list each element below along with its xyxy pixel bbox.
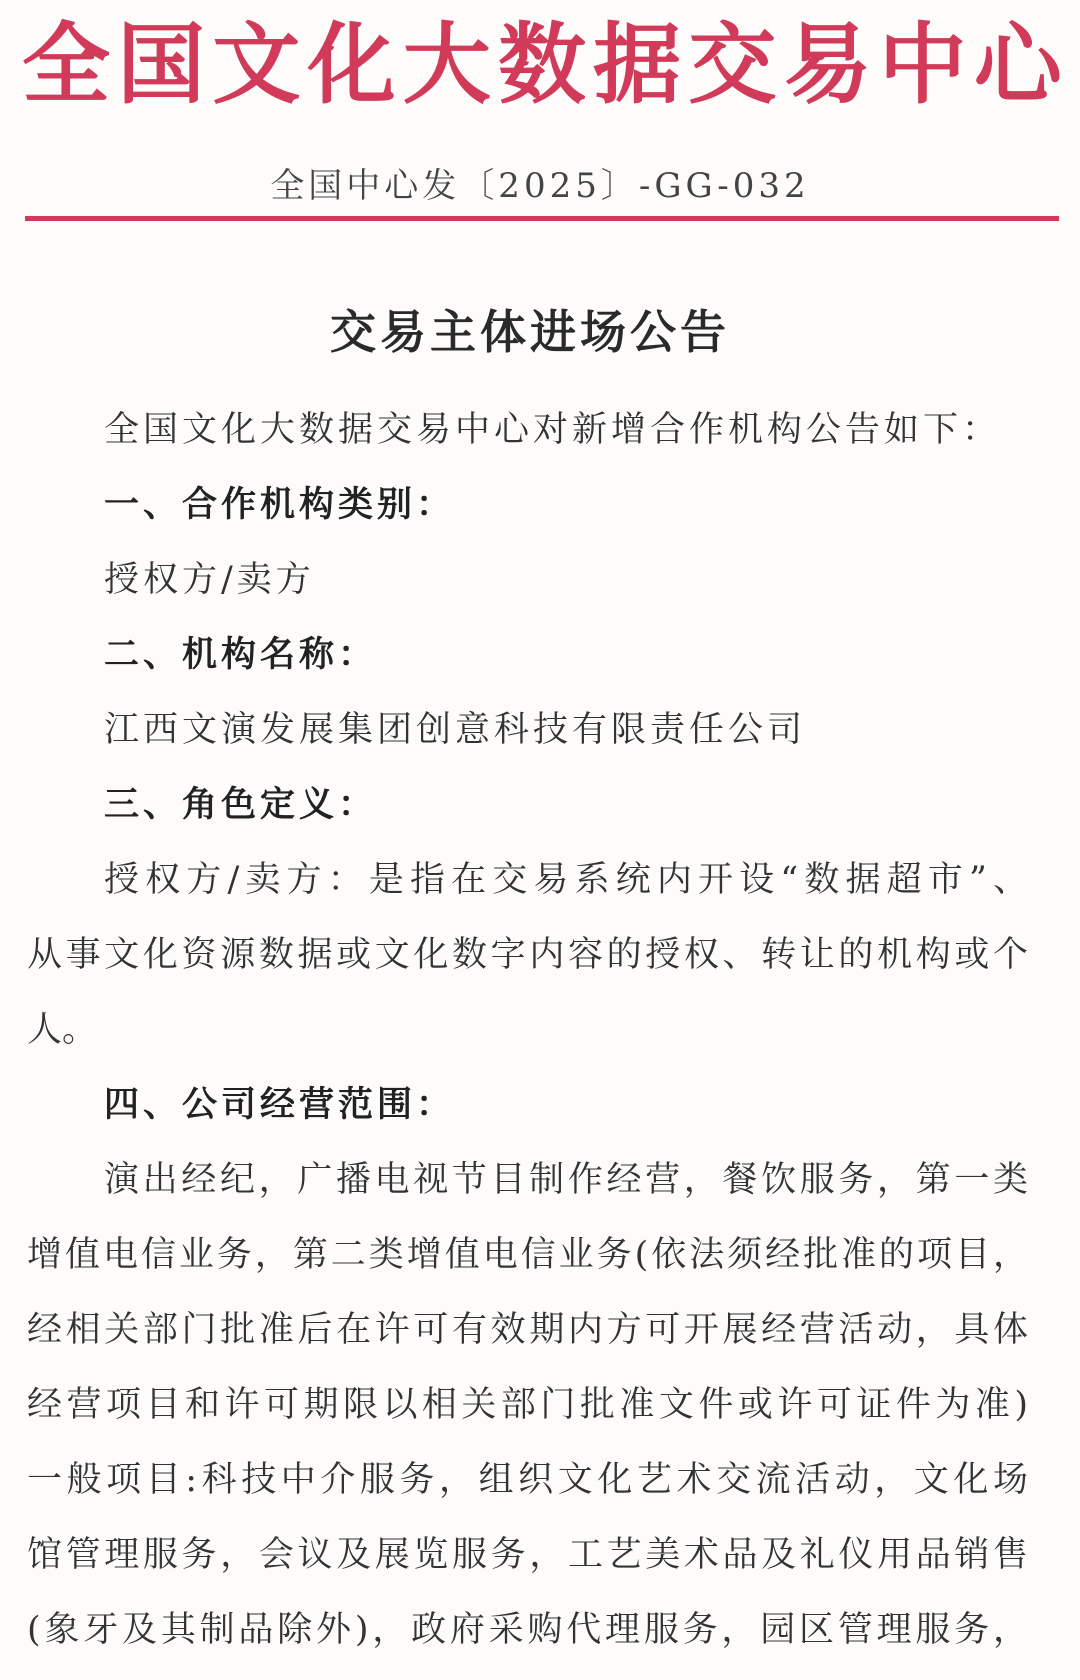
paragraph-line: 人。	[27, 1010, 98, 1050]
paragraph-line: 经相关部门批准后在许可有效期内方可开展经营活动，具体	[27, 1310, 1028, 1350]
masthead-char: 国	[117, 12, 206, 116]
masthead-char: 心	[973, 12, 1062, 116]
intro-paragraph: 全国文化大数据交易中心对新增合作机构公告如下：	[104, 410, 1002, 450]
section-heading: 一、合作机构类别：	[104, 484, 456, 525]
section-heading: 四、公司经营范围：	[104, 1084, 456, 1125]
document-number: 全国中心发〔2025〕-GG-032	[270, 166, 810, 206]
masthead-char: 全	[22, 12, 111, 116]
paragraph-line: 授权方/卖方：是指在交易系统内开设“数据超市”、	[104, 860, 1028, 900]
header-divider	[25, 216, 1059, 221]
paragraph-line: 从事文化资源数据或文化数字内容的授权、转让的机构或个	[27, 935, 1028, 975]
document-title: 交易主体进场公告	[330, 305, 730, 359]
paragraph-line: 江西文演发展集团创意科技有限责任公司	[104, 710, 807, 750]
section-heading: 三、角色定义：	[104, 784, 378, 825]
paragraph-line: (象牙及其制品除外)，政府采购代理服务，园区管理服务，	[27, 1610, 1028, 1650]
paragraph-line: 授权方/卖方	[104, 560, 315, 600]
masthead-char: 数	[497, 12, 586, 116]
paragraph-line: 一般项目:科技中介服务，组织文化艺术交流活动，文化场	[27, 1460, 1028, 1500]
paragraph-line: 馆管理服务，会议及展览服务，工艺美术品及礼仪用品销售	[27, 1535, 1028, 1575]
masthead-char: 易	[783, 12, 872, 116]
masthead-char: 大	[402, 12, 491, 116]
section-heading: 二、机构名称：	[104, 634, 378, 675]
masthead-char: 中	[878, 12, 967, 116]
masthead-char: 文	[212, 12, 301, 116]
masthead-logo	[22, 14, 1062, 114]
masthead-char: 交	[688, 12, 777, 116]
masthead-char: 化	[307, 12, 396, 116]
masthead-char: 据	[593, 12, 682, 116]
paragraph-line: 演出经纪，广播电视节目制作经营，餐饮服务，第一类	[104, 1160, 1028, 1200]
paragraph-line: 经营项目和许可期限以相关部门批准文件或许可证件为准)	[27, 1385, 1028, 1425]
paragraph-line: 增值电信业务，第二类增值电信业务(依法须经批准的项目，	[27, 1235, 1028, 1275]
